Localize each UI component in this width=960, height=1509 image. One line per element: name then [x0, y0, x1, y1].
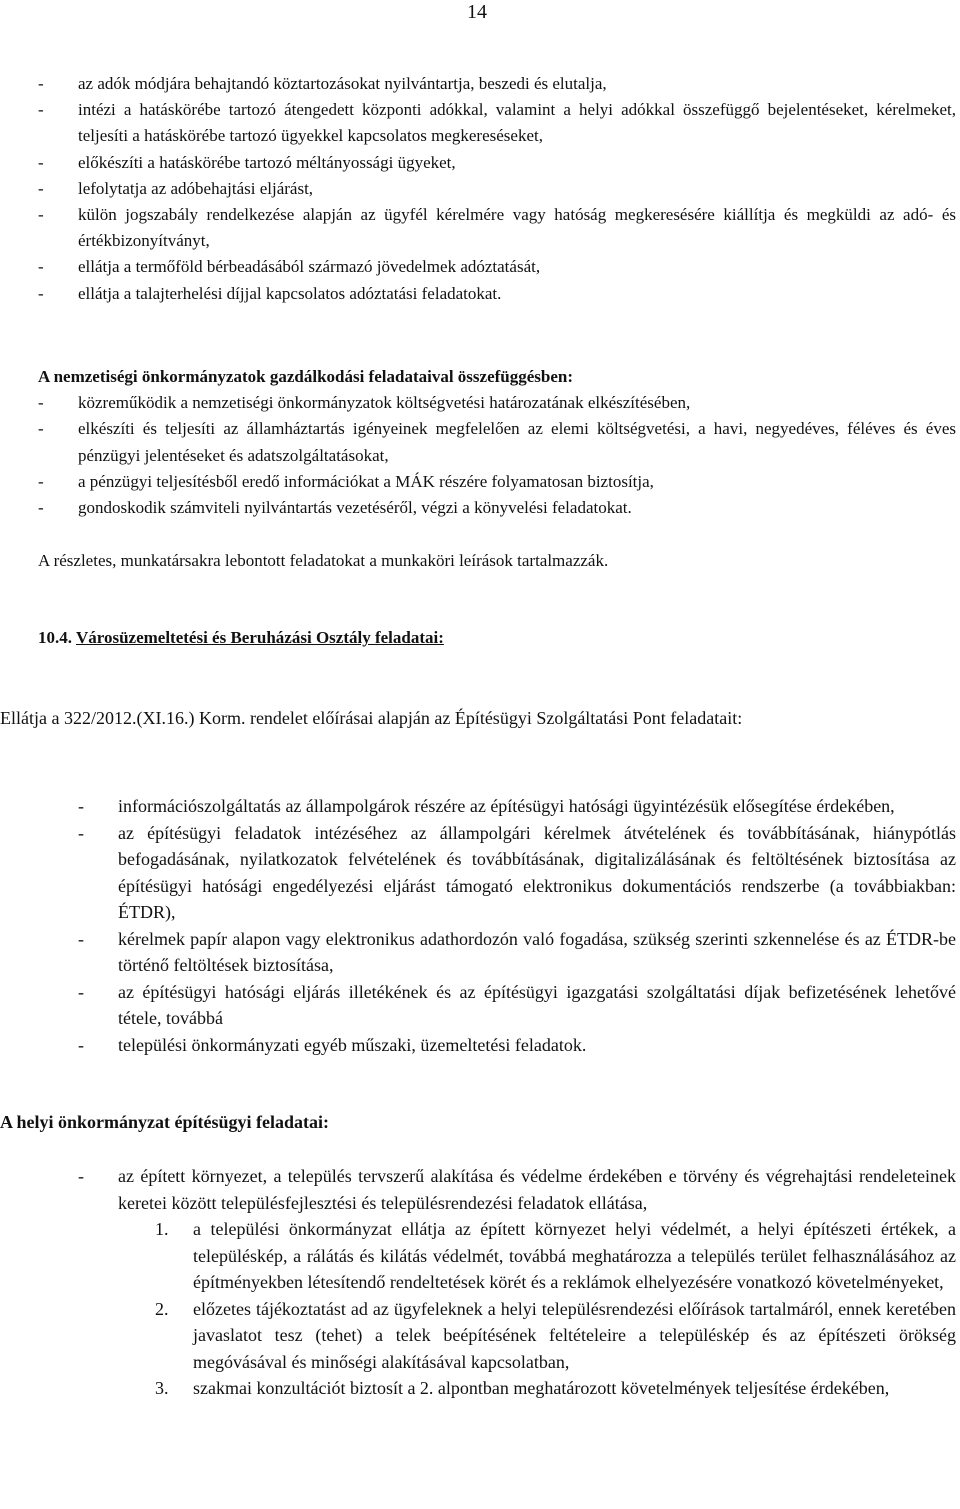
list-item: [38, 495, 956, 521]
list-dash: -: [78, 1166, 84, 1186]
list-item: [78, 820, 956, 926]
list-item: [78, 1032, 956, 1059]
list-item: [38, 150, 956, 176]
tax-duties-list: [38, 71, 956, 307]
list-dash: -: [78, 796, 84, 816]
minority-govt-section: [38, 364, 956, 521]
list-dash: -: [38, 152, 44, 172]
list-item: [78, 979, 956, 1032]
list-dash: -: [38, 283, 44, 303]
list-item: [38, 469, 956, 495]
list-item-text: az építésügyi hatósági eljárás illetékének és az építésügyi igazgatási szolgáltatási díjak befizetésének lehetővé tétele, továbbá: [118, 981, 956, 1028]
list-dash: -: [38, 205, 44, 225]
list-dash: -: [38, 100, 44, 120]
list-item-text: kérelmek papír alapon vagy elektronikus adathordozón való fogadása, szükség szerinti szkennelése és az ÉTDR-be történő feltöltések biztosítása,: [118, 928, 956, 975]
list-dash: -: [38, 74, 44, 93]
list-item: [78, 1163, 956, 1216]
building-duties-list: [78, 1163, 956, 1402]
list-dash: -: [38, 257, 44, 277]
list-dash: -: [38, 178, 44, 198]
list-dash: -: [38, 498, 44, 518]
section-heading: A nemzetiségi önkormányzatok gazdálkodási feladataival összefüggésben:: [38, 367, 574, 386]
list-item-text: előkészíti a hatáskörébe tartozó méltányossági ügyeket,: [78, 152, 456, 172]
list-dash: -: [78, 981, 84, 1002]
list-item: [38, 97, 956, 149]
section-title: Városüzemeltetési és Beruházási Osztály feladatai:: [75, 628, 444, 647]
summary-paragraph: A részletes, munkatársakra lebontott feladatokat a munkaköri leírások tartalmazzák.: [38, 551, 609, 570]
list-item-text: az építésügyi feladatok intézéséhez az állampolgári kérelmek átvételének és továbbításának, hiánypótlás befogadásának, nyilatkozatok felvételének és továbbításának, digitalizálásának és feltöltésének biztosítása az építésügyi hatósági engedélyezési eljárást támogató elektronikus dokumentációs rendszerbe (a továbbiakban: ÉTDR),: [118, 822, 956, 922]
list-dash: -: [38, 471, 44, 491]
list-item: [78, 793, 956, 820]
numbered-item: [155, 1216, 956, 1296]
list-dash: -: [78, 822, 84, 843]
numbered-item-text: előzetes tájékoztatást ad az ügyfeleknek a helyi településrendezési előírások tartalmáról, ennek keretében javaslatot tesz (tehet) a telek beépítésének feltételeire a településkép és az építészeti örökség megóvásával és minőségi alakításával kapcsolatban,: [193, 1298, 956, 1372]
list-item-text: lefolytatja az adóbehajtási eljárást,: [78, 178, 314, 198]
list-item-text: az adók módjára behajtandó köztartozásokat nyilvántartja, beszedi és elutalja,: [78, 74, 607, 93]
building-duties-heading: A helyi önkormányzat építésügyi feladatai:: [0, 1112, 329, 1132]
list-item-text: elkészíti és teljesíti az államháztartás igényeinek megfelelően az elemi költségvetési, a havi, negyedéves, féléves és éves pénzügyi jelentéseket és adatszolgáltatásokat,: [78, 419, 956, 465]
list-dash: -: [38, 419, 44, 439]
list-item-text: települési önkormányzati egyéb műszaki, üzemeltetési feladatok.: [118, 1034, 587, 1055]
list-item: [38, 416, 956, 468]
list-item: [38, 254, 956, 280]
list-item-text: az épített környezet, a település tervszerű alakítása és védelme érdekében e törvény és végrehajtási rendeleteinek keretei között településfejlesztési és településrendezési feladatok ellátása,: [118, 1166, 956, 1213]
service-point-list: [78, 793, 956, 1058]
list-item-text: gondoskodik számviteli nyilvántartás vezetéséről, végzi a könyvelési feladatokat.: [78, 498, 632, 518]
list-item-text: a pénzügyi teljesítésből eredő információkat a MÁK részére folyamatosan biztosítja,: [78, 471, 654, 491]
list-item: [38, 202, 956, 254]
section-number: 10.4.: [38, 628, 72, 647]
numbered-item: [155, 1375, 956, 1402]
list-item-text: közreműködik a nemzetiségi önkormányzatok költségvetési határozatának elkészítésében,: [78, 393, 691, 413]
numbered-list: [78, 1216, 956, 1402]
numbered-item-text: a települési önkormányzat ellátja az épített környezet helyi védelmét, a helyi építészeti értékek, a településkép, a rálátás és kilátás védelmét, továbbá meghatározza a település terület felhasználásához az építményekben létesítendő rendeltetések körét és a reklámok elhelyezésére vonatkozó követelményeket,: [193, 1219, 956, 1292]
numbered-item-text: szakmai konzultációt biztosít a 2. alpontban meghatározott követelmények teljesítése érdekében,: [193, 1378, 890, 1398]
department-heading: [38, 625, 444, 651]
list-item-text: ellátja a talajterhelési díjjal kapcsolatos adóztatási feladatokat.: [78, 283, 502, 303]
list-item: [78, 926, 956, 979]
list-item-text: ellátja a termőföld bérbeadásából származó jövedelmek adóztatását,: [78, 257, 541, 277]
list-item: [38, 281, 956, 307]
numbered-item: [155, 1296, 956, 1376]
list-item: [38, 176, 956, 202]
list-item: [38, 390, 956, 416]
item-number: 2.: [155, 1298, 169, 1319]
page-number: 14: [467, 1, 487, 23]
item-number: 3.: [155, 1378, 169, 1398]
list-dash: -: [78, 928, 84, 949]
list-item: [38, 71, 956, 97]
item-number: 1.: [155, 1219, 169, 1239]
list-dash: -: [38, 393, 44, 413]
list-item-text: információszolgáltatás az állampolgárok részére az építésügyi hatósági ügyintézésük elősegítése érdekében,: [118, 796, 895, 816]
list-item-text: külön jogszabály rendelkezése alapján az ügyfél kérelmére vagy hatóság megkeresésére kiállítja és megküldi az adó- és értékbizonyítványt,: [78, 205, 956, 251]
list-item-text: intézi a hatáskörébe tartozó átengedett központi adókkal, valamint a helyi adókkal összefüggő bejelentéseket, kérelmeket, teljesíti a hatáskörébe tartozó ügyekkel kapcsolatos megkereséseket,: [78, 100, 956, 146]
intro-paragraph: Ellátja a 322/2012.(XI.16.) Korm. rendelet előírásai alapján az Építésügyi Szolgáltatási Pont feladatait:: [0, 708, 743, 728]
list-dash: -: [78, 1034, 84, 1055]
